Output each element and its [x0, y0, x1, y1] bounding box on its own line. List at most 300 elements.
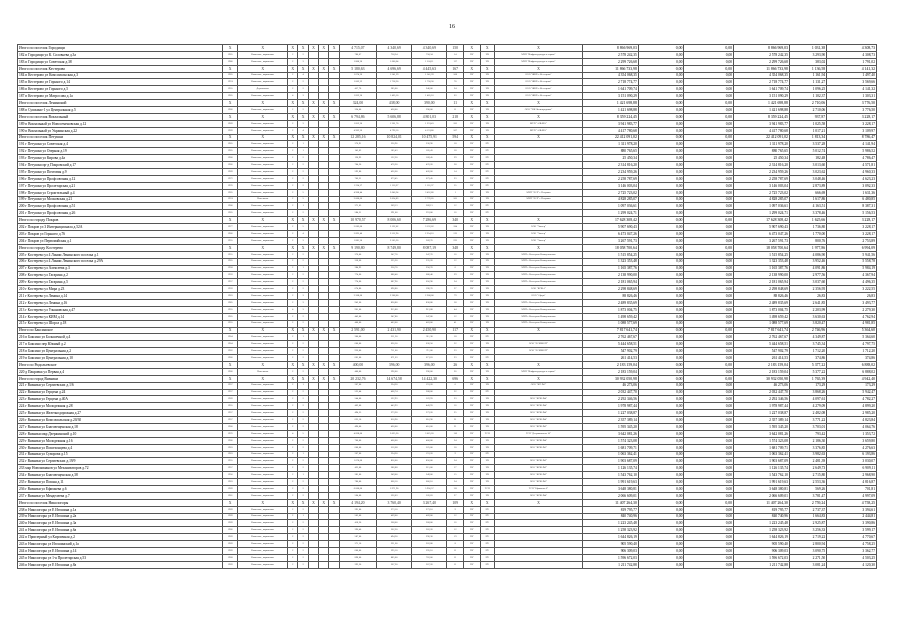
table-cell: 3 648 380,81 [734, 486, 790, 493]
table-cell: 1 126 135,74 [582, 465, 638, 472]
table-cell: 191,20 [412, 382, 447, 389]
table-cell: 2 [298, 162, 308, 169]
table-cell: 5 [298, 189, 308, 196]
table-cell: 0,00 [684, 506, 734, 513]
table-cell: 396,40 [339, 527, 376, 534]
row-title-cell: Итого по поселок Вокзальный [18, 113, 223, 120]
table-cell: 2 [298, 492, 308, 499]
table-cell: 0,00 [684, 423, 734, 430]
table-cell: 2 [298, 465, 308, 472]
table-cell: 3 132,02 [377, 224, 412, 231]
table-cell: 400,00 [339, 368, 376, 375]
row-title-cell: 235 г Вязники ул Пошня д.11 [18, 479, 223, 486]
row-title-cell: 216 п Баксино ул Большечной д.4 [18, 334, 223, 341]
table-cell: ООО "Экспер" [495, 231, 583, 238]
table-row [18, 486, 877, 493]
table-cell: 0,00 [684, 348, 734, 355]
table-cell [319, 272, 329, 279]
table-row [18, 286, 877, 293]
table-cell: 1959 [222, 272, 238, 279]
table-cell: ООО "ЖЭК-№4" [495, 437, 583, 444]
table-cell: 4 [298, 231, 308, 238]
table-cell: 2 [288, 293, 298, 300]
table-cell: 2 [288, 169, 298, 176]
table-cell: ООО "ЕСМВОЛТ" [495, 348, 583, 355]
table-cell: Каменные, кирпичные [238, 127, 288, 134]
table-cell: 443,93 [412, 403, 447, 410]
table-cell: ПУ [463, 403, 480, 410]
table-cell: 942,60 [339, 299, 376, 306]
table-cell: 1 [298, 451, 308, 458]
table-cell: 0,00 [684, 134, 734, 141]
table-cell [308, 444, 318, 451]
table-cell: X [319, 375, 329, 382]
table-cell: 0,00 [684, 520, 734, 527]
table-cell: НУ [480, 162, 494, 169]
table-cell: 1969 [222, 169, 238, 176]
table-cell [308, 313, 318, 320]
table-cell [319, 513, 329, 520]
table-cell: 1 574 323,08 [582, 437, 638, 444]
table-cell: 285,00 [377, 86, 412, 93]
table-cell: X [238, 375, 288, 382]
table-cell: 2 [288, 265, 298, 272]
table-cell: 391,00 [412, 210, 447, 217]
table-cell: 2 759,24 [789, 499, 826, 506]
table-cell: 358,60 [339, 258, 376, 265]
table-cell: 1 [298, 141, 308, 148]
table-cell: 1976 [222, 430, 238, 437]
table-cell: 396,00 [412, 361, 447, 368]
table-cell: X [298, 361, 308, 368]
table-cell: 526,03 [412, 492, 447, 499]
table-cell: X [463, 499, 480, 506]
table-cell [329, 169, 339, 176]
row-title-cell: 230 г Вязники ул Пошехонцева д.4 [18, 444, 223, 451]
table-cell: 396,00 [412, 368, 447, 375]
table-cell: 426,60 [412, 169, 447, 176]
table-cell: X [495, 100, 583, 107]
table-cell: 2 [288, 231, 298, 238]
table-cell: 0,00 [638, 486, 684, 493]
table-cell [329, 279, 339, 286]
table-cell [308, 237, 318, 244]
table-cell: 0,00 [638, 86, 684, 93]
table-cell: X [298, 134, 308, 141]
row-title-cell: 188 п Сушкино-1 ул Центральная д.5 [18, 107, 223, 114]
table-cell: 0,00 [638, 382, 684, 389]
row-title-cell: 211 г Костерево ул Ленина д.14 [18, 293, 223, 300]
table-cell: 704,20 [339, 162, 376, 169]
table-cell: 1 465,10 [377, 93, 412, 100]
table-cell: 8 786,47 [827, 134, 877, 141]
table-cell: 0,00 [638, 107, 684, 114]
table-cell [329, 251, 339, 258]
table-cell [329, 51, 339, 58]
table-cell: 687,90 [377, 279, 412, 286]
table-cell: X [238, 327, 288, 334]
table-cell: 309,13 [377, 203, 412, 210]
table-cell [329, 506, 339, 513]
table-cell [329, 486, 339, 493]
table-cell: 6 888,02 [827, 361, 877, 368]
table-cell: 311,30 [412, 334, 447, 341]
table-cell: ООО "ЕСМВОЛТ" [495, 341, 583, 348]
table-cell: ПУ [463, 107, 480, 114]
table-cell [308, 162, 318, 169]
table-cell: 0,00 [684, 120, 734, 127]
table-cell: X [495, 244, 583, 251]
table-cell: 1965 [222, 148, 238, 155]
table-cell: X [288, 375, 298, 382]
table-row [18, 451, 877, 458]
table-cell: 10 [447, 444, 464, 451]
table-cell: 115 [447, 486, 464, 493]
table-cell: 349,00 [412, 472, 447, 479]
table-cell [319, 51, 329, 58]
table-cell: ПУ [463, 293, 480, 300]
table-cell: ООО "ЖЭК-№5" [495, 444, 583, 451]
table-cell: 0,00 [684, 141, 734, 148]
table-cell: ПУ [463, 479, 480, 486]
table-cell: 4 064,76 [827, 423, 877, 430]
table-cell: 15 [447, 472, 464, 479]
table-cell: 2 649,73 [789, 465, 826, 472]
row-title-cell: 245 п Никологоры ул 1-я Пролетарская д.53 [18, 554, 223, 561]
table-cell: 1 421 698,88 [582, 107, 638, 114]
table-row [18, 299, 877, 306]
table-cell: 0,00 [638, 506, 684, 513]
table-cell: 2 [288, 72, 298, 79]
table-cell: 1 261,70 [377, 120, 412, 127]
table-cell: 2 [298, 423, 308, 430]
table-row [18, 417, 877, 424]
table-cell: ООО "ЖЭК-1" [495, 286, 583, 293]
table-cell: Каменные, кирпичные [238, 520, 288, 527]
table-cell: 0,00 [684, 465, 734, 472]
table-cell: X [319, 65, 329, 72]
table-cell: ООО "ЖЭК-№5" [495, 479, 583, 486]
table-cell: 4 899,20 [827, 403, 877, 410]
table-cell: X [288, 499, 298, 506]
table-cell: X [238, 113, 288, 120]
table-cell: 1966 [222, 368, 238, 375]
table-cell: ПУ [463, 224, 480, 231]
table-cell: 0,00 [684, 162, 734, 169]
table-cell: 1 596 672,03 [734, 554, 790, 561]
table-cell: 0,00 [684, 286, 734, 293]
table-cell: 5 907 690,43 [734, 224, 790, 231]
table-cell: 525,44 [339, 389, 376, 396]
table-cell: 3 659,80 [827, 437, 877, 444]
table-row [18, 334, 877, 341]
table-cell: 2 [298, 279, 308, 286]
table-cell [329, 141, 339, 148]
table-cell: 3 941 983,77 [734, 120, 790, 127]
table-cell: 0,00 [638, 134, 684, 141]
table-cell: Каменные, кирпичные [238, 148, 288, 155]
table-cell: 2 968,90 [827, 472, 877, 479]
table-cell: 0,00 [638, 389, 684, 396]
table-cell: 16 [447, 210, 464, 217]
table-cell: 6 193,86 [827, 451, 877, 458]
table-cell: Деревянные [238, 86, 288, 93]
table-cell: 4 828,00 [339, 430, 376, 437]
row-title-cell: 222 г Вязники ул Герцена д.24 [18, 389, 223, 396]
table-cell: 885,00 [377, 554, 412, 561]
table-cell: 0,00 [684, 279, 734, 286]
table-cell: 494,35 [339, 410, 376, 417]
table-cell: 70 [447, 79, 464, 86]
table-cell: МУП г Костерево Коммунальник [495, 306, 583, 313]
table-cell [319, 169, 329, 176]
table-cell: 1955 [222, 320, 238, 327]
table-cell: УК [480, 458, 494, 465]
table-cell: 526,03 [377, 492, 412, 499]
table-cell [308, 472, 318, 479]
table-cell: 2 725 723,02 [582, 189, 638, 196]
table-cell: 34 [447, 458, 464, 465]
table-cell: 2 [298, 79, 308, 86]
table-cell: 250,70 [412, 265, 447, 272]
table-row [18, 320, 877, 327]
table-cell: 10 475,91 [412, 134, 447, 141]
table-cell: НУ [480, 548, 494, 555]
table-cell: 1959 [222, 286, 238, 293]
table-cell: 780,67 [339, 51, 376, 58]
table-cell: 107 [447, 127, 464, 134]
table-cell: 0,00 [638, 279, 684, 286]
table-cell: 3 090,75 [789, 548, 826, 555]
table-cell [319, 492, 329, 499]
table-cell: 3 394,61 [827, 506, 877, 513]
table-cell: НУ [480, 148, 494, 155]
table-cell: X [480, 217, 494, 224]
table-cell: 2 298 848,69 [734, 286, 790, 293]
table-cell: 5 364,60 [827, 334, 877, 341]
table-cell: 0,00 [638, 451, 684, 458]
table-cell: 6 909,11 [827, 465, 877, 472]
table-cell: УК [480, 107, 494, 114]
table-cell: 2 [298, 341, 308, 348]
table-cell: X [222, 113, 238, 120]
table-cell: X [238, 65, 288, 72]
table-cell: 4 194,20 [339, 499, 376, 506]
table-cell: 1985 [222, 299, 238, 306]
table-cell: 0,00 [638, 320, 684, 327]
table-cell: 2 [288, 479, 298, 486]
table-cell: 34 [447, 479, 464, 486]
table-cell [319, 182, 329, 189]
table-cell: 1 258 323,92 [734, 527, 790, 534]
table-cell [329, 458, 339, 465]
table-cell [319, 355, 329, 362]
table-row [18, 86, 877, 93]
table-cell [308, 382, 318, 389]
table-cell: 0,00 [638, 272, 684, 279]
table-cell: 4 [288, 306, 298, 313]
table-cell: 2 [298, 561, 308, 568]
table-cell: 2 183 159,04 [734, 368, 790, 375]
table-cell: X [495, 134, 583, 141]
table-cell [495, 527, 583, 534]
table-cell: ПУ [463, 430, 480, 437]
table-cell: 0,00 [638, 65, 684, 72]
table-cell: 1969 [222, 127, 238, 134]
table-cell [319, 258, 329, 265]
table-cell: ПУ [463, 437, 480, 444]
table-cell: ПУ [463, 265, 480, 272]
row-title-cell: 194 г Петушки пр-д Покровский д.17 [18, 162, 223, 169]
row-title-cell: 238 п Никологоры ул Е Игошина д.1а [18, 506, 223, 513]
table-cell [319, 458, 329, 465]
table-cell: X [288, 244, 298, 251]
table-cell: 29 [447, 155, 464, 162]
table-cell [308, 527, 318, 534]
table-cell: ПУ [463, 196, 480, 203]
table-cell: 2 [298, 486, 308, 493]
table-cell: 2 [288, 541, 298, 548]
table-cell: 185,43 [412, 148, 447, 155]
row-title-cell: 215 г Костерево ул Шорса д.18 [18, 320, 223, 327]
table-cell: 1 323 353,48 [734, 258, 790, 265]
table-cell: 2 [298, 86, 308, 93]
table-cell: ПУ [463, 58, 480, 65]
table-cell: 469,00 [377, 513, 412, 520]
table-cell: 3 376,85 [789, 444, 826, 451]
table-cell: Каменные, кирпичные [238, 451, 288, 458]
table-cell [329, 417, 339, 424]
table-cell: 840 740,96 [734, 513, 790, 520]
table-cell [495, 451, 583, 458]
table-cell: ПУ [463, 554, 480, 561]
table-cell: ПУ [463, 51, 480, 58]
table-cell: 14 [447, 169, 464, 176]
table-cell: Каменные, кирпичные [238, 210, 288, 217]
table-cell: X [238, 499, 288, 506]
table-row [18, 541, 877, 548]
table-cell [495, 506, 583, 513]
table-cell: НУ [480, 506, 494, 513]
table-cell: 880 765,65 [582, 148, 638, 155]
table-cell: Каменные, кирпичные [238, 465, 288, 472]
table-cell: НУ [480, 513, 494, 520]
table-cell: ПУ [463, 210, 480, 217]
table-cell: 3 228,17 [827, 120, 877, 127]
table-cell: 937,87 [789, 113, 826, 120]
table-cell: МУП г Костерево Коммунальник [495, 265, 583, 272]
table-cell: МУП "АЛЬЕРА" [495, 127, 583, 134]
table-cell: Каменные, кирпичные [238, 334, 288, 341]
table-cell: Каменные, кирпичные [238, 348, 288, 355]
table-cell [319, 210, 329, 217]
table-cell: 32 [447, 341, 464, 348]
table-cell: ПУ [463, 93, 480, 100]
table-cell: 221,60 [377, 541, 412, 548]
table-cell: 0,00 [638, 541, 684, 548]
row-title-cell: 219 п Баксино ул Центральная д.10 [18, 355, 223, 362]
table-cell: 5 [298, 430, 308, 437]
table-cell [319, 279, 329, 286]
table-cell: 5 156,53 [827, 210, 877, 217]
table-cell: 1 903 687,09 [582, 458, 638, 465]
table-cell: 1963 [222, 479, 238, 486]
table-cell: 18 058 700,64 [734, 244, 790, 251]
table-cell: ПУ [463, 299, 480, 306]
table-cell: X [308, 134, 318, 141]
table-cell [319, 306, 329, 313]
table-cell [308, 451, 318, 458]
table-cell: 38 [447, 162, 464, 169]
table-cell: 1969 [222, 548, 238, 555]
table-row [18, 506, 877, 513]
table-row [18, 175, 877, 182]
table-cell: 117 [447, 327, 464, 334]
table-cell: 0,00 [638, 313, 684, 320]
table-cell: 395,10 [412, 548, 447, 555]
table-cell: X [222, 134, 238, 141]
table-cell: 686,40 [377, 272, 412, 279]
table-cell: 0,00 [638, 410, 684, 417]
row-title-cell: 246 п Никологоры ул Е Игошина д.8а [18, 561, 223, 568]
table-cell: УК [480, 492, 494, 499]
table-cell: 1 978 987,44 [734, 403, 790, 410]
table-cell: 671,63 [377, 355, 412, 362]
table-cell: 2 [298, 417, 308, 424]
table-cell: 673,45 [412, 175, 447, 182]
table-cell: НУ [480, 534, 494, 541]
table-cell: 0,00 [684, 100, 734, 107]
table-cell: 3 378,46 [789, 210, 826, 217]
table-cell: 4 279,09 [789, 403, 826, 410]
row-title-cell: 232 г Вязники ул Сергиевских д.19/9 [18, 458, 223, 465]
table-cell: 661,00 [339, 355, 376, 362]
table-cell: 1 [298, 382, 308, 389]
table-cell [319, 313, 329, 320]
table-cell: Каменные, кирпичные [238, 162, 288, 169]
table-cell: 2 [288, 196, 298, 203]
table-cell: 4 445,63 [412, 65, 447, 72]
table-cell: 109,45 [412, 155, 447, 162]
table-cell: 14 422,30 [412, 375, 447, 382]
table-cell: 2 [288, 417, 298, 424]
group-total-row [18, 134, 877, 141]
table-cell: 696 [447, 375, 464, 382]
table-cell: 4 091,86 [789, 265, 826, 272]
table-cell: 4 [288, 93, 298, 100]
table-cell: 2 357 389,14 [582, 417, 638, 424]
table-cell: УК [480, 120, 494, 127]
table-cell: МУП г Костерево Коммунальник [495, 320, 583, 327]
table-cell [308, 286, 318, 293]
table-cell: 4 960,33 [827, 169, 877, 176]
table-cell: 2 [288, 520, 298, 527]
table-cell: 2 [288, 182, 298, 189]
table-cell: 2 578 242,35 [734, 51, 790, 58]
table-cell: 2 [288, 355, 298, 362]
table-cell: УК [480, 403, 494, 410]
table-cell: 368,00 [377, 520, 412, 527]
table-cell: 5 942,47 [827, 389, 877, 396]
row-title-cell: 190 п Вокзальный ул Украинская д.22 [18, 127, 223, 134]
table-cell: 3 776,50 [827, 107, 877, 114]
table-cell: 0,00 [638, 348, 684, 355]
table-cell: МУП г Костерево Коммунальник [495, 258, 583, 265]
table-cell: 4 496,35 [827, 279, 877, 286]
table-cell [319, 534, 329, 541]
table-cell: 296,30 [412, 534, 447, 541]
table-cell: X [238, 244, 288, 251]
